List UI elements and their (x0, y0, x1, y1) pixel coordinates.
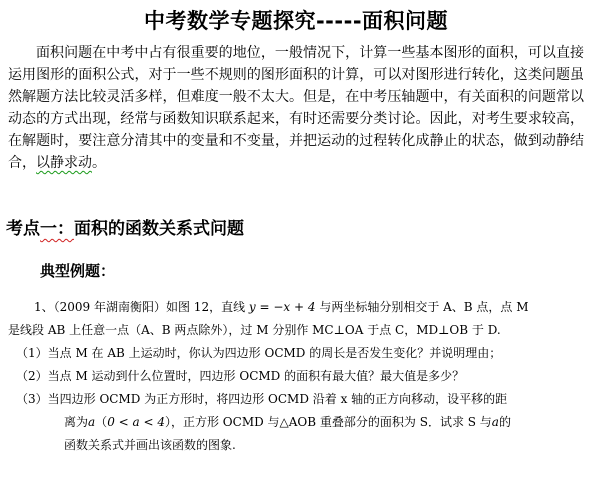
variable-a-2: a (491, 415, 499, 429)
q3-text-a: 离为 (64, 415, 89, 429)
intro-highlight: 以静求动 (36, 155, 92, 171)
problem-line1-tail: 与两坐标轴分别相交于 A、B 点，点 M (315, 300, 529, 314)
intro-paragraph (8, 42, 584, 174)
question-3-continued (8, 411, 586, 434)
section-number: 一： (40, 219, 74, 239)
problem-block (8, 296, 586, 457)
line-equation: y = −x + 4 (248, 300, 316, 314)
question-3-end: 函数关系式并画出该函数的图象. (64, 438, 236, 452)
q3-text-c: ），正方形 OCMD 与△AOB 重叠部分的面积为 S．试求 S 与 (164, 415, 492, 429)
range-condition: 0 < a < 4 (107, 415, 165, 429)
section-prefix: 考点 (6, 219, 40, 239)
q3-text-d: 的 (498, 415, 511, 429)
variable-a: a (88, 415, 96, 429)
section-heading (6, 218, 244, 240)
question-2: （2）当点 M 运动到什么位置时，四边形 OCMD 的面积有最大值？最大值是多少？ (16, 369, 465, 383)
section-title: 面积的函数关系式问题 (74, 219, 244, 239)
q3-text-b: （ (95, 415, 108, 429)
intro-text: 面积问题在中考中占有很重要的地位，一般情况下，计算一些基本图形的面积，可以直接运用图形的面积公式，对于一些不规则的图形面积的计算，可以对图形进行转化，这类问题虽然解题方法比较灵活多样，但难度一般不太大。但是，在中考压轴题中，有关面积的问题常以动态的方式出现，经常与函数知识联系起来，有时还需要分类讨论。因此，对考生要求较高，在解题时，要注意分清其中的变量和不变量，并把运动的过程转化成静止的状态，做到动静结合， (8, 45, 584, 171)
problem-source: 1、（2009 年湖南衡阳）如图 12，直线 (34, 300, 249, 314)
problem-line-2: 是线段 AB 上任意一点（A、B 两点除外），过 M 分别作 MC⊥OA 于点 C，MD⊥OB 于 D. (8, 323, 501, 337)
question-3: （3）当四边形 OCMD 为正方形时，将四边形 OCMD 沿着 x 轴的正方向移动，设平移的距 (16, 392, 508, 406)
question-1: （1）当点 M 在 AB 上运动时，你认为四边形 OCMD 的周长是否发生变化？并说明理由； (16, 346, 502, 360)
intro-end: 。 (92, 155, 106, 171)
example-heading: 典型例题： (40, 262, 116, 280)
problem-line-1 (8, 296, 586, 319)
page-title: 中考数学专题探究-----面积问题 (143, 9, 449, 33)
